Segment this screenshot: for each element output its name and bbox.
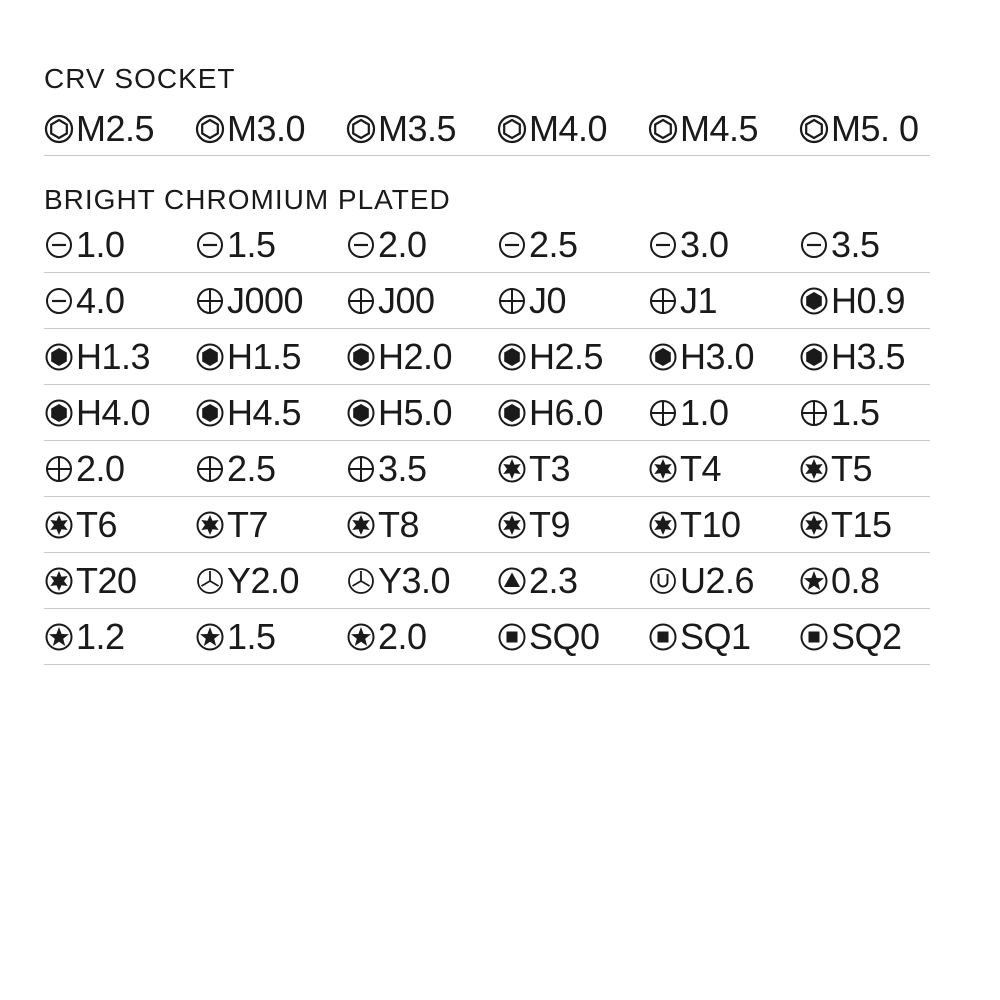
bit-cell (44, 505, 195, 545)
bit-cell (497, 109, 648, 149)
bit-cell (346, 505, 497, 545)
bit-cell (497, 561, 648, 601)
bit-row (44, 273, 930, 329)
bit-size-label: 3.0 (680, 223, 729, 265)
bit-cell (44, 225, 195, 265)
hex-icon (497, 398, 527, 428)
torx-icon (799, 510, 829, 540)
phillips-icon (799, 398, 829, 428)
bit-size-label: H6.0 (529, 391, 604, 433)
bit-cell (799, 449, 930, 489)
bit-cell (346, 109, 497, 149)
bit-cell (346, 337, 497, 377)
bit-cell (195, 449, 346, 489)
bit-cell (497, 225, 648, 265)
slotted-icon (648, 230, 678, 260)
bit-size-label: U2.6 (680, 559, 755, 601)
bit-size-label: T8 (378, 503, 420, 545)
phillips-icon (346, 286, 376, 316)
bit-size-label: 2.5 (227, 447, 276, 489)
bit-size-label: M3.5 (378, 107, 457, 149)
hex-icon (44, 398, 74, 428)
bit-size-label: H5.0 (378, 391, 453, 433)
bit-cell (346, 393, 497, 433)
square-icon (799, 622, 829, 652)
torx-icon (648, 510, 678, 540)
square-icon (497, 622, 527, 652)
phillips-icon (346, 454, 376, 484)
u-type-icon (648, 566, 678, 596)
hex-socket-icon (799, 114, 829, 144)
hex-icon (799, 342, 829, 372)
hex-icon (799, 286, 829, 316)
bit-cell (346, 617, 497, 657)
slotted-icon (44, 230, 74, 260)
bit-size-label: H1.5 (227, 335, 302, 377)
bit-cell (799, 617, 930, 657)
tri-wing-y-icon (346, 566, 376, 596)
bit-size-label: M2.5 (76, 107, 155, 149)
phillips-icon (195, 286, 225, 316)
hex-socket-icon (44, 114, 74, 144)
bit-cell (44, 109, 195, 149)
bit-cell (195, 505, 346, 545)
bit-cell (44, 337, 195, 377)
hex-socket-icon (648, 114, 678, 144)
bit-row (44, 553, 930, 609)
bit-size-label: M5. 0 (831, 107, 919, 149)
hex-icon (195, 398, 225, 428)
bit-cell (799, 337, 930, 377)
hex-icon (497, 342, 527, 372)
slotted-icon (799, 230, 829, 260)
crv-socket-table (44, 102, 930, 156)
phillips-icon (648, 398, 678, 428)
bit-size-label: 4.0 (76, 279, 125, 321)
bit-size-label: H2.0 (378, 335, 453, 377)
pentalobe-star-icon (44, 622, 74, 652)
bit-cell (44, 393, 195, 433)
bit-size-label: T5 (831, 447, 873, 489)
hex-socket-icon (195, 114, 225, 144)
bit-size-label: 1.5 (227, 615, 276, 657)
bit-cell (799, 505, 930, 545)
bit-size-label: T4 (680, 447, 722, 489)
phillips-icon (44, 454, 74, 484)
bit-size-label: T10 (680, 503, 741, 545)
bit-size-label: 0.8 (831, 559, 880, 601)
bit-size-label: M4.0 (529, 107, 608, 149)
bit-cell (497, 393, 648, 433)
bit-size-label: M4.5 (680, 107, 759, 149)
bit-cell (346, 561, 497, 601)
bit-size-label: 1.2 (76, 615, 125, 657)
bit-size-label: SQ1 (680, 615, 751, 657)
torx-icon (195, 510, 225, 540)
bit-cell (648, 449, 799, 489)
bit-size-label: 3.5 (378, 447, 427, 489)
tri-wing-y-icon (195, 566, 225, 596)
bit-cell (195, 561, 346, 601)
crv-socket-title: CRV SOCKET (44, 63, 236, 94)
bit-size-label: T7 (227, 503, 269, 545)
bit-cell (799, 393, 930, 433)
bit-cell (648, 617, 799, 657)
torx-icon (497, 454, 527, 484)
bit-size-label: 2.0 (76, 447, 125, 489)
slotted-icon (44, 286, 74, 316)
bit-size-label: SQ2 (831, 615, 902, 657)
bit-row (44, 441, 930, 497)
pentalobe-star-icon (799, 566, 829, 596)
bit-cell (648, 337, 799, 377)
bit-cell (44, 617, 195, 657)
bit-size-label: H3.5 (831, 335, 906, 377)
bit-cell (346, 281, 497, 321)
pentalobe-star-icon (195, 622, 225, 652)
bit-size-label: 3.5 (831, 223, 880, 265)
bit-cell (346, 225, 497, 265)
bit-cell (497, 449, 648, 489)
bit-size-label: J000 (227, 279, 304, 321)
torx-icon (497, 510, 527, 540)
torx-icon (346, 510, 376, 540)
slotted-icon (195, 230, 225, 260)
hex-socket-icon (497, 114, 527, 144)
bit-cell (44, 281, 195, 321)
bit-cell (195, 109, 346, 149)
torx-icon (44, 566, 74, 596)
bright-chromium-title: BRIGHT CHROMIUM PLATED (44, 184, 451, 215)
bit-cell (195, 281, 346, 321)
phillips-icon (648, 286, 678, 316)
bit-size-label: H4.0 (76, 391, 151, 433)
bit-cell (648, 505, 799, 545)
bit-size-label: 1.5 (227, 223, 276, 265)
bit-cell (497, 337, 648, 377)
bit-size-label: H1.3 (76, 335, 151, 377)
bit-cell (648, 225, 799, 265)
socket-row (44, 102, 930, 156)
bit-cell (799, 561, 930, 601)
bit-size-label: H2.5 (529, 335, 604, 377)
bit-size-label: 1.5 (831, 391, 880, 433)
bit-spec-sheet (44, 62, 930, 665)
bit-size-label: 2.5 (529, 223, 578, 265)
bit-size-label: 2.0 (378, 615, 427, 657)
bit-size-label: J00 (378, 279, 435, 321)
bit-size-label: 2.0 (378, 223, 427, 265)
slotted-icon (497, 230, 527, 260)
square-icon (648, 622, 678, 652)
bit-size-label: M3.0 (227, 107, 306, 149)
torx-icon (799, 454, 829, 484)
bright-chromium-table (44, 217, 930, 665)
phillips-icon (195, 454, 225, 484)
bit-size-label: Y3.0 (378, 559, 451, 601)
bit-size-label: T15 (831, 503, 892, 545)
bit-row (44, 385, 930, 441)
slotted-icon (346, 230, 376, 260)
bit-size-label: H4.5 (227, 391, 302, 433)
bit-cell (497, 617, 648, 657)
torx-icon (648, 454, 678, 484)
hex-socket-icon (346, 114, 376, 144)
triangle-icon (497, 566, 527, 596)
bit-cell (195, 337, 346, 377)
phillips-icon (497, 286, 527, 316)
hex-icon (44, 342, 74, 372)
bit-cell (44, 449, 195, 489)
hex-icon (195, 342, 225, 372)
bit-cell (799, 281, 930, 321)
bit-size-label: T6 (76, 503, 118, 545)
torx-icon (44, 510, 74, 540)
bit-size-label: 1.0 (76, 223, 125, 265)
bit-size-label: H3.0 (680, 335, 755, 377)
bit-row (44, 217, 930, 273)
bit-size-label: 1.0 (680, 391, 729, 433)
bit-cell (648, 109, 799, 149)
bit-cell (195, 393, 346, 433)
hex-icon (346, 398, 376, 428)
bit-cell (346, 449, 497, 489)
bit-row (44, 329, 930, 385)
bit-size-label: SQ0 (529, 615, 600, 657)
bit-size-label: Y2.0 (227, 559, 300, 601)
bit-size-label: H0.9 (831, 279, 906, 321)
bit-cell (648, 393, 799, 433)
bit-cell (44, 561, 195, 601)
bit-size-label: T20 (76, 559, 137, 601)
hex-icon (648, 342, 678, 372)
bit-cell (497, 281, 648, 321)
pentalobe-star-icon (346, 622, 376, 652)
hex-icon (346, 342, 376, 372)
bit-cell (195, 617, 346, 657)
bit-size-label: T9 (529, 503, 571, 545)
bit-size-label: J1 (680, 279, 718, 321)
bit-cell (799, 109, 930, 149)
bit-cell (648, 281, 799, 321)
bit-row (44, 497, 930, 553)
bit-cell (497, 505, 648, 545)
bit-cell (648, 561, 799, 601)
bit-size-label: 2.3 (529, 559, 578, 601)
bit-size-label: T3 (529, 447, 571, 489)
bit-cell (195, 225, 346, 265)
bit-row (44, 609, 930, 665)
bit-cell (799, 225, 930, 265)
bit-size-label: J0 (529, 279, 567, 321)
